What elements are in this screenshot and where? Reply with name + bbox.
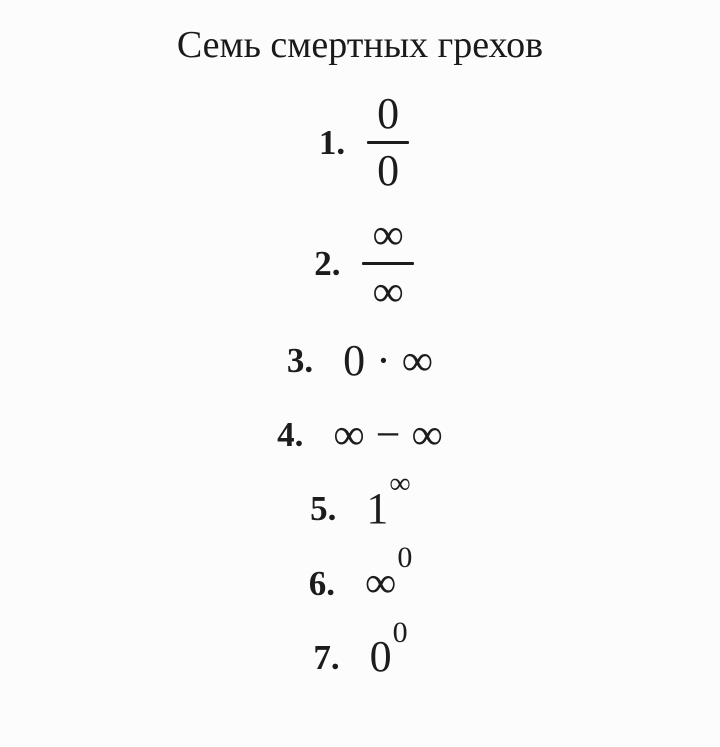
item-number: 5.: [310, 489, 337, 529]
math-expression: ∞ − ∞: [333, 409, 443, 459]
power-exponent: ∞: [389, 467, 411, 501]
list-item: [308, 541, 413, 608]
list-item: [314, 209, 406, 316]
fraction-expression: [370, 209, 405, 316]
fraction-denominator: 0: [377, 145, 400, 195]
power-base: 0: [369, 632, 392, 682]
fraction-bar: [362, 262, 413, 265]
power-base: ∞: [364, 558, 397, 608]
power-exponent: 0: [392, 615, 408, 649]
fraction-expression: [375, 88, 401, 195]
fraction-bar: [367, 141, 409, 144]
power-base: 1: [366, 483, 389, 533]
item-number: 6.: [308, 563, 335, 603]
fraction-numerator: 0: [377, 88, 400, 138]
list-item: [286, 335, 434, 385]
item-number: 2.: [314, 243, 341, 283]
item-number: 1.: [318, 122, 346, 162]
math-expression: 0 · ∞: [343, 335, 434, 385]
item-number: 3.: [286, 341, 314, 381]
power-expression: [366, 467, 411, 533]
fraction-numerator: ∞: [372, 209, 404, 259]
list-item: [310, 467, 411, 533]
list-item: [313, 615, 408, 682]
sins-list: [0, 82, 720, 695]
power-expression: [369, 615, 408, 682]
list-item: [277, 409, 443, 459]
page-title: Семь смертных грехов: [176, 24, 544, 66]
power-exponent: 0: [397, 541, 413, 575]
power-expression: [364, 541, 413, 608]
list-item: [318, 88, 401, 195]
item-number: 4.: [277, 415, 304, 455]
item-number: 7.: [313, 637, 340, 677]
fraction-denominator: ∞: [372, 266, 404, 316]
